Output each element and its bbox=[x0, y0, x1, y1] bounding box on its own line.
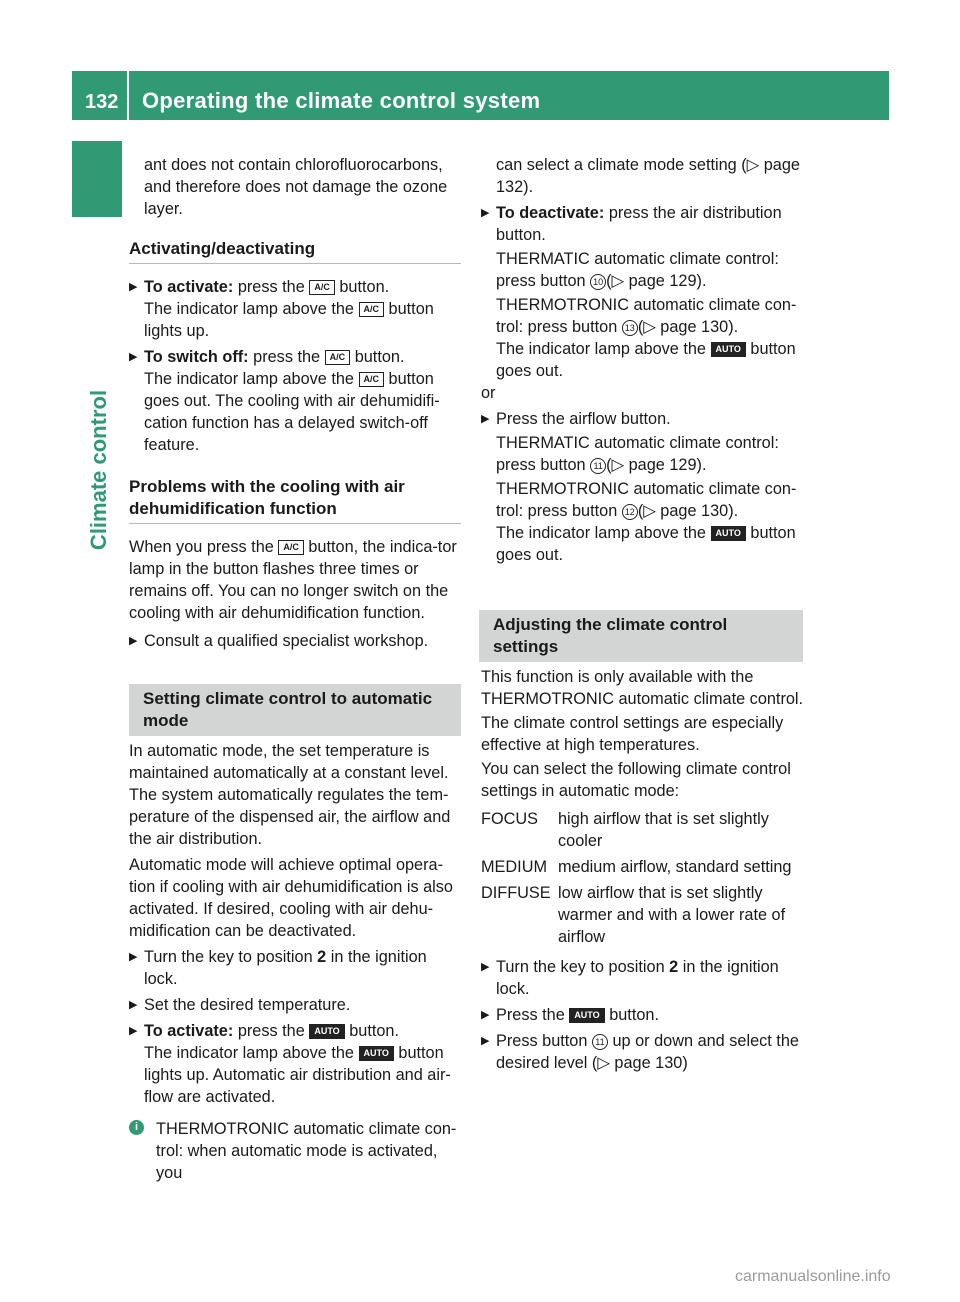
step-select-level: ▶ Press button 11 up or down and select the desired level (▷ page 130) bbox=[481, 1032, 799, 1072]
step-turn-key-2: ▶ Turn the key to position 2 in the ignition lock. bbox=[481, 958, 779, 998]
auto-button-icon: AUTO bbox=[309, 1024, 344, 1039]
intro-text: ant does not contain chlorofluorocarbons, and therefore does not damage the ozone layer. bbox=[144, 156, 448, 218]
arrow-icon: ▶ bbox=[481, 1009, 490, 1021]
left-column bbox=[129, 154, 461, 1184]
page-header bbox=[72, 71, 889, 120]
arrow-icon: ▶ bbox=[481, 207, 490, 219]
step-consult: ▶ Consult a qualified specialist workshop. bbox=[129, 632, 429, 650]
heading-automatic-mode: Setting climate control to automatic mode bbox=[129, 684, 461, 736]
auto-para-1: In automatic mode, the set temperature is maintained automatically at a constant level. The system automatically regulates the tem-perature of the dispensed air, the airflow and the air distribution. bbox=[129, 742, 451, 848]
adjust-para-1: This function is only available with the THERMOTRONIC automatic climate control. bbox=[481, 668, 804, 708]
auto-button-icon: AUTO bbox=[569, 1008, 604, 1023]
mode-medium: MEDIUM medium airflow, standard setting bbox=[481, 858, 792, 876]
step-activate-auto: ▶ To activate: press the AUTO button. The indicator lamp above the AUTO button lights up. Automatic air distribution and air-flow are activated. bbox=[129, 1022, 451, 1106]
adjust-para-3: You can select the following climate control settings in automatic mode: bbox=[481, 760, 791, 800]
auto-para-2: Automatic mode will achieve optimal opera-tion if cooling with air dehumidification is also activated. If desired, cooling with air dehu-midification can be deactivated. bbox=[129, 856, 453, 940]
info-icon: i bbox=[129, 1120, 144, 1135]
header-divider bbox=[127, 71, 129, 120]
ac-button-icon: A/C bbox=[278, 540, 304, 555]
arrow-icon: ▶ bbox=[129, 1025, 138, 1037]
mode-diffuse: DIFFUSE low airflow that is set slightly warmer and with a lower rate of airflow bbox=[481, 884, 786, 946]
button-number-11: 11 bbox=[592, 1034, 608, 1050]
button-number-12: 12 bbox=[622, 504, 638, 520]
or-text: or bbox=[481, 384, 496, 402]
arrow-icon: ▶ bbox=[481, 1035, 490, 1047]
auto-button-icon: AUTO bbox=[359, 1046, 394, 1061]
button-number-10: 10 bbox=[590, 274, 606, 290]
continued-text: can select a climate mode setting (▷ page 132). bbox=[496, 156, 800, 196]
step-set-temperature: ▶ Set the desired temperature. bbox=[129, 996, 351, 1014]
button-number-13: 13 bbox=[622, 320, 638, 336]
heading-adjusting: Adjusting the climate control settings bbox=[479, 610, 803, 662]
watermark: carmanualsonline.info bbox=[735, 1268, 891, 1285]
arrow-icon: ▶ bbox=[129, 999, 138, 1011]
step-airflow: ▶ Press the airflow button. THERMATIC automatic climate control: press button 11 (▷ page 129). THERMOTRONIC automatic climate con-trol: press button 12 (▷ page 130). The indicator lamp above the AUTO button goes out. bbox=[481, 410, 797, 564]
page-number: 132 bbox=[85, 91, 119, 113]
page-title: Operating the climate control system bbox=[142, 88, 541, 113]
step-press-auto: ▶ Press the AUTO button. bbox=[481, 1006, 659, 1024]
step-switch-off: ▶ To switch off: press the A/C button. The indicator lamp above the A/C button goes out. The cooling with air dehumidifi-cation function has a delayed switch-off feature. bbox=[129, 348, 440, 454]
mode-focus: FOCUS high airflow that is set slightly cooler bbox=[481, 810, 769, 850]
info-note: i THERMOTRONIC automatic climate con-trol: when automatic mode is activated, you bbox=[129, 1118, 461, 1184]
step-deactivate: ▶ To deactivate: press the air distribution button. THERMATIC automatic climate control: press button 10 (▷ page 129). THERMOTRONIC automatic climate con-trol: press button 13 (▷ page 130). The indicator lamp above the AUTO button goes out. bbox=[481, 204, 797, 380]
ac-button-icon: A/C bbox=[359, 372, 385, 387]
auto-button-icon: AUTO bbox=[711, 342, 746, 357]
arrow-icon: ▶ bbox=[129, 635, 138, 647]
sidebar-tab bbox=[72, 141, 122, 217]
right-column bbox=[481, 154, 813, 1074]
ac-button-icon: A/C bbox=[325, 350, 351, 365]
arrow-icon: ▶ bbox=[129, 281, 138, 293]
sidebar-label: Climate control bbox=[86, 389, 111, 551]
ac-button-icon: A/C bbox=[309, 280, 335, 295]
arrow-icon: ▶ bbox=[129, 951, 138, 963]
ac-button-icon: A/C bbox=[359, 302, 385, 317]
arrow-icon: ▶ bbox=[129, 351, 138, 363]
adjust-para-2: The climate control settings are especially effective at high temperatures. bbox=[481, 714, 784, 754]
problems-text: When you press the A/C button, the indica-tor lamp in the button flashes three times or remains off. You can no longer switch on the cooling with air dehumidification function. bbox=[129, 538, 457, 622]
auto-button-icon: AUTO bbox=[711, 526, 746, 541]
button-number-11: 11 bbox=[590, 458, 606, 474]
heading-problems: Problems with the cooling with air dehumidification function bbox=[129, 476, 461, 524]
arrow-icon: ▶ bbox=[481, 961, 490, 973]
heading-activating: Activating/deactivating bbox=[129, 238, 461, 264]
arrow-icon: ▶ bbox=[481, 413, 490, 425]
step-activate: ▶ To activate: press the A/C button. The indicator lamp above the A/C button lights up. bbox=[129, 278, 434, 340]
step-turn-key: ▶ Turn the key to position 2 in the ignition lock. bbox=[129, 948, 427, 988]
